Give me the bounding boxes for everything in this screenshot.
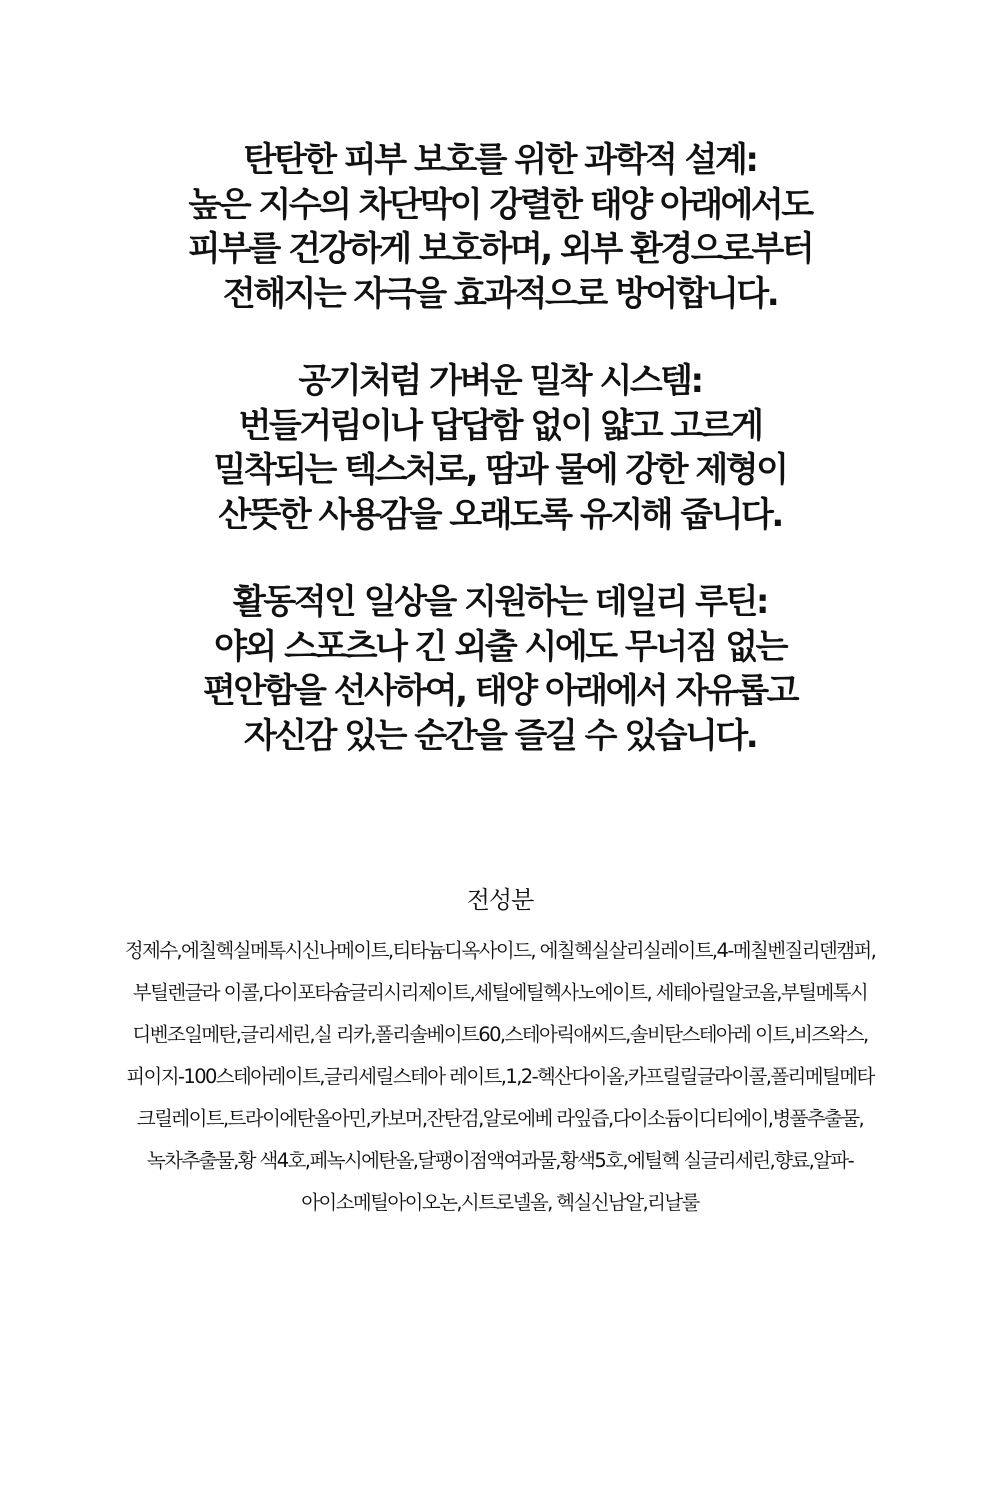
ingredients-title: 전성분 [466, 886, 534, 914]
feature-block-texture [0, 359, 1000, 537]
feature-text-line: 밀착되는 텍스처로, 땀과 물에 강한 제형이 [213, 450, 787, 490]
ingredients-section [0, 878, 1000, 1224]
ingredients-list-line: 크릴레이트,트라이에탄올아민,카보머,잔탄검,알로에베 라잎즙,다이소듐이디티에이,병풀추출물, [136, 1107, 864, 1130]
feature-text-line: 피부를 건강하게 보호하며, 외부 환경으로부터 [187, 229, 813, 269]
feature-text-line: 자신감 있는 순간을 즐길 수 있습니다. [243, 715, 757, 756]
feature-section [0, 138, 1000, 801]
ingredients-list-line: 디벤조일메탄,글리세린,실 리카,폴리솔베이트60,스테아릭애씨드,솔비탄스테아레 이트,비즈왁스, [132, 1023, 868, 1046]
ingredients-list-line: 녹차추출물,황 색4호,페녹시에탄올,달팽이점액여과물,황색5호,에틸헥 실글리세린,향료,알파- [146, 1149, 854, 1172]
ingredients-list-line: 정제수,에칠헥실메톡시신나메이트,티타늄디옥사이드, 에칠헥실살리실레이트,4-메칠벤질리덴캠퍼, [124, 939, 876, 962]
feature-heading: 공기처럼 가벼운 밀착 시스템: [298, 361, 702, 401]
feature-text-line: 편안함을 선사하여, 태양 아래에서 자유롭고 [203, 671, 797, 711]
feature-text-line: 전해지는 자극을 효과적으로 방어합니다. [222, 273, 778, 314]
feature-block-routine [0, 580, 1000, 758]
ingredients-list-line: 아이소메틸아이오논,시트로넬올, 헥실신남알,리날룰 [301, 1191, 699, 1214]
feature-text-line: 높은 지수의 차단막이 강렬한 태양 아래에서도 [188, 184, 812, 225]
feature-block-protection [0, 138, 1000, 316]
ingredients-list-line: 피이지-100스테아레이트,글리세릴스테아 레이트,1,2-헥산다이올,카프릴릴글라이콜,폴리메틸메타 [126, 1065, 874, 1088]
feature-heading: 탄탄한 피부 보호를 위한 과학적 설계: [243, 140, 757, 180]
feature-text-line: 산뜻한 사용감을 오래도록 유지해 줍니다. [218, 494, 782, 535]
feature-text-line: 야외 스포츠나 긴 외출 시에도 무너짐 없는 [214, 626, 786, 667]
ingredients-list-line: 부틸렌글라 이콜,다이포타슘글리시리제이트,세틸에틸헥사노에이트, 세테아릴알코올,부틸메톡시 [132, 981, 868, 1004]
feature-text-line: 번들거림이나 답답함 없이 얇고 고르게 [238, 405, 762, 446]
feature-heading: 활동적인 일상을 지원하는 데일리 루틴: [233, 582, 767, 622]
